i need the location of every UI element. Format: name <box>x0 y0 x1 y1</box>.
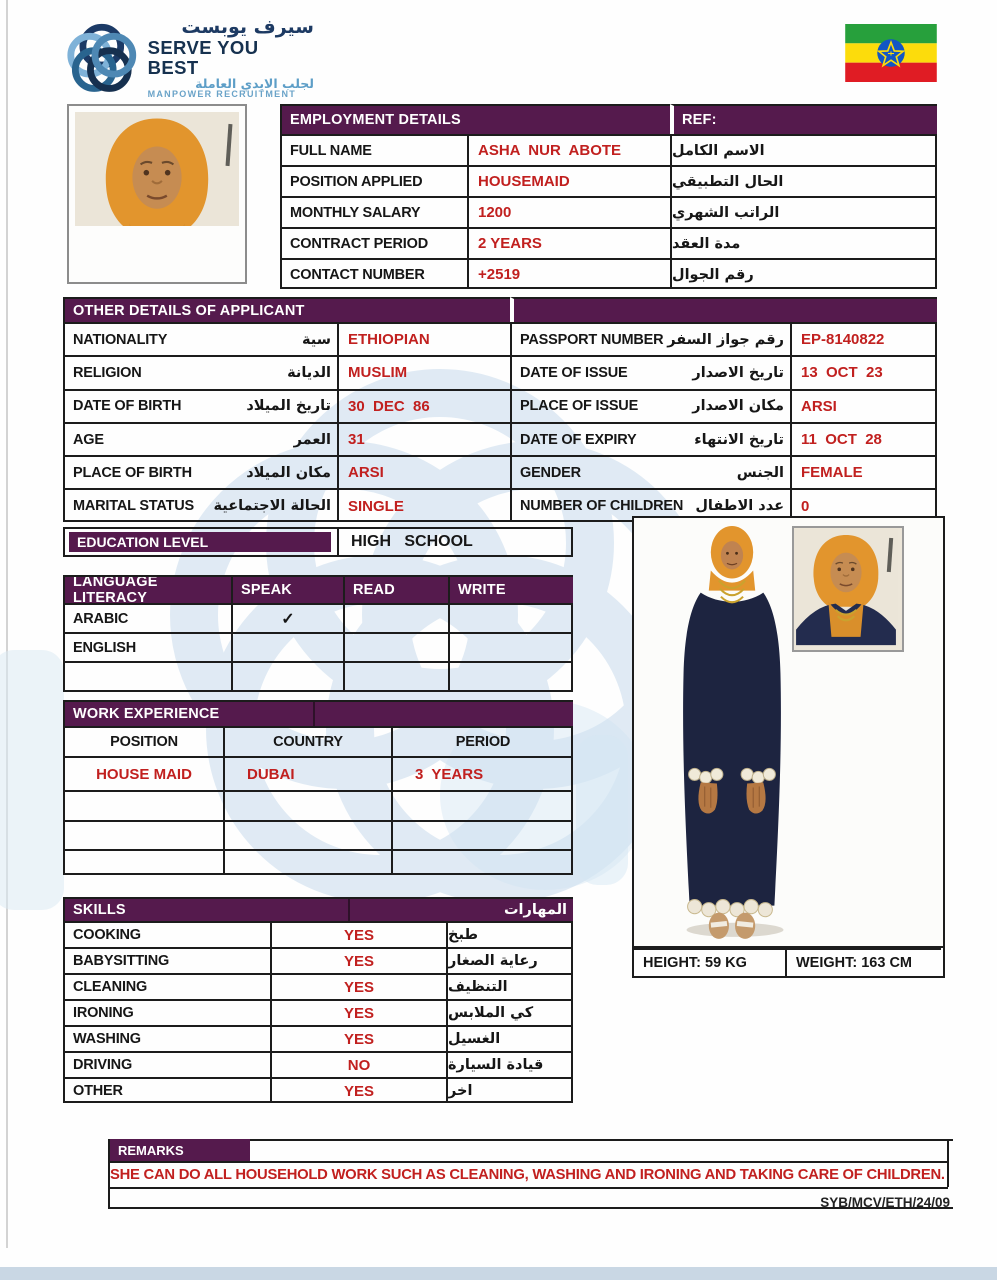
write-check <box>448 632 573 661</box>
speak-check: ✓ <box>231 603 343 632</box>
other-details-title-spacer <box>510 297 937 322</box>
remarks-text: SHE CAN DO ALL HOUSEHOLD WORK SUCH AS CLEANING, WASHING AND IRONING AND TAKING CARE OF CHILDREN. <box>110 1167 945 1183</box>
skill-value: YES <box>270 947 446 973</box>
speak-check <box>231 632 343 661</box>
field-value: MUSLIM <box>337 355 510 388</box>
applicant-fullbody-photo <box>632 516 945 948</box>
skill-label: COOKING <box>63 921 270 947</box>
work-experience-table <box>63 700 573 875</box>
other-details-table <box>63 297 937 522</box>
skills-table <box>63 897 573 1103</box>
field-label-arabic: الاسم الكامل <box>670 134 937 165</box>
language-name: ARABIC <box>63 603 231 632</box>
weight-value: WEIGHT: 163 CM <box>785 948 941 976</box>
field-label: CONTRACT PERIOD <box>280 227 467 258</box>
field-label: AGE <box>73 431 104 448</box>
field-label: POSITION APPLIED <box>280 165 467 196</box>
skill-label-arabic: كي الملابس <box>446 999 573 1025</box>
field-label-arabic: تاريخ الميلاد <box>246 398 331 415</box>
watermark-blob <box>0 650 64 910</box>
field-label: PLACE OF BIRTH <box>73 464 192 481</box>
skill-label-arabic: اخر <box>446 1077 573 1103</box>
field-value: ARSI <box>790 389 937 422</box>
read-check <box>343 661 448 692</box>
field-label-arabic: مكان الاصدار <box>692 398 784 415</box>
field-value: SINGLE <box>337 488 510 521</box>
col-write: WRITE <box>448 575 573 603</box>
skill-value: YES <box>270 921 446 947</box>
applicant-photo-image <box>75 112 239 226</box>
field-value: ARSI <box>337 455 510 488</box>
experience-country: DUBAI <box>223 756 391 790</box>
field-label-arabic: الراتب الشهري <box>670 196 937 227</box>
experience-country <box>223 820 391 849</box>
field-label: GENDER <box>520 464 581 481</box>
field-label-arabic: العمر <box>293 431 331 448</box>
field-value: EP-8140822 <box>790 322 937 355</box>
field-label-arabic: الحالة الاجتماعية <box>213 498 331 515</box>
language-name <box>63 661 231 692</box>
field-label: FULL NAME <box>280 134 467 165</box>
skill-label: CLEANING <box>63 973 270 999</box>
physical-stats-row <box>632 948 945 978</box>
skill-label: IRONING <box>63 999 270 1025</box>
applicant-headshot-photo <box>792 526 904 652</box>
field-label: NATIONALITY <box>73 331 168 348</box>
remarks-border <box>108 1161 948 1163</box>
employment-details-table <box>280 104 937 289</box>
field-label-arabic: الديانة <box>287 364 331 381</box>
skill-value: YES <box>270 1077 446 1103</box>
experience-country <box>223 849 391 875</box>
skill-value: YES <box>270 1025 446 1051</box>
skills-header <box>63 897 573 921</box>
knot-logo-icon <box>64 21 140 97</box>
field-value: ETHIOPIAN <box>337 322 510 355</box>
skill-label-arabic: الغسيل <box>446 1025 573 1051</box>
divider <box>348 899 350 921</box>
logo-arabic-tagline: لجلب الايدي العاملة <box>195 76 314 92</box>
logo-arabic-name: سيرف يوبست <box>181 16 314 39</box>
height-value: HEIGHT: 59 KG <box>632 948 785 976</box>
skill-label: WASHING <box>63 1025 270 1051</box>
language-literacy-table <box>63 575 573 692</box>
col-period: PERIOD <box>391 726 573 756</box>
other-details-title: OTHER DETAILS OF APPLICANT <box>63 297 510 322</box>
field-label-arabic: تاريخ الاصدار <box>692 364 784 381</box>
remarks-title: REMARKS <box>110 1139 250 1161</box>
field-label-arabic: مكان الميلاد <box>246 464 331 481</box>
education-level-row <box>63 527 573 557</box>
remarks-border <box>108 1187 948 1189</box>
field-value: 1200 <box>467 196 670 227</box>
education-level-label: EDUCATION LEVEL <box>69 532 331 552</box>
field-label: DATE OF EXPIRY <box>520 431 637 448</box>
applicant-photo <box>67 104 247 284</box>
employment-details-title: EMPLOYMENT DETAILS <box>280 104 670 134</box>
read-check <box>343 632 448 661</box>
skill-value: NO <box>270 1051 446 1077</box>
agency-logo <box>64 16 314 102</box>
field-label: PASSPORT NUMBER <box>520 331 664 348</box>
field-label: PLACE OF ISSUE <box>520 398 639 415</box>
field-label-arabic: رقم جواز السفر <box>667 331 784 348</box>
skill-label: OTHER <box>63 1077 270 1103</box>
education-level-value: HIGH SCHOOL <box>351 533 473 550</box>
work-experience-title-text: WORK EXPERIENCE <box>73 706 220 722</box>
experience-period <box>391 820 573 849</box>
logo-tagline: MANPOWER RECRUITMENT <box>147 89 297 100</box>
field-label: MONTHLY SALARY <box>280 196 467 227</box>
document-code: SYB/MCV/ETH/24/09 <box>820 1195 950 1210</box>
skill-value: YES <box>270 999 446 1025</box>
field-value: HOUSEMAID <box>467 165 670 196</box>
skill-label-arabic: رعاية الصغار <box>446 947 573 973</box>
scan-bottom-strip <box>0 1267 997 1280</box>
field-value: FEMALE <box>790 455 937 488</box>
field-value: +2519 <box>467 258 670 289</box>
field-value: 2 YEARS <box>467 227 670 258</box>
experience-period <box>391 849 573 875</box>
ref-label: REF: <box>670 104 937 134</box>
col-read: READ <box>343 575 448 603</box>
skill-label-arabic: قيادة السيارة <box>446 1051 573 1077</box>
divider <box>337 527 339 557</box>
experience-position <box>63 820 223 849</box>
skill-value: YES <box>270 973 446 999</box>
skill-label: BABYSITTING <box>63 947 270 973</box>
field-value: 11 OCT 28 <box>790 422 937 455</box>
logo-name: SERVE YOU BEST <box>147 37 259 78</box>
skills-title-arabic: المهارات <box>503 902 567 918</box>
experience-position <box>63 849 223 875</box>
speak-check <box>231 661 343 692</box>
skill-label-arabic: التنظيف <box>446 973 573 999</box>
experience-position <box>63 790 223 820</box>
write-check <box>448 603 573 632</box>
scan-edge-line <box>6 0 8 1248</box>
skill-label: DRIVING <box>63 1051 270 1077</box>
experience-period: 3 YEARS <box>391 756 573 790</box>
field-label: DATE OF BIRTH <box>73 398 182 415</box>
field-label: NUMBER OF CHILDREN <box>520 498 684 515</box>
read-check <box>343 603 448 632</box>
field-value: 31 <box>337 422 510 455</box>
watermark-blob <box>576 735 628 885</box>
field-label: RELIGION <box>73 364 142 381</box>
write-check <box>448 661 573 692</box>
skills-title: SKILLS <box>73 902 126 918</box>
field-label-arabic: الجنس <box>736 464 784 481</box>
field-label: MARITAL STATUS <box>73 498 194 515</box>
field-value: ASHA NUR ABOTE <box>467 134 670 165</box>
experience-period <box>391 790 573 820</box>
field-label-arabic: تاريخ الانتهاء <box>694 431 784 448</box>
field-label-arabic: عدد الاطفال <box>695 498 784 515</box>
col-speak: SPEAK <box>231 575 343 603</box>
field-label: DATE OF ISSUE <box>520 364 628 381</box>
field-label-arabic: سية <box>302 331 331 348</box>
col-country: COUNTRY <box>223 726 391 756</box>
ethiopia-flag-icon <box>845 24 937 82</box>
field-value: 13 OCT 23 <box>790 355 937 388</box>
fullbody-figure <box>656 522 808 946</box>
col-language: LANGUAGE LITERACY <box>63 575 231 603</box>
divider <box>313 702 315 726</box>
field-label-arabic: مدة العقد <box>670 227 937 258</box>
experience-position: HOUSE MAID <box>63 756 223 790</box>
experience-country <box>223 790 391 820</box>
field-label-arabic: الحال التطبيقي <box>670 165 937 196</box>
field-value: 30 DEC 86 <box>337 389 510 422</box>
language-name: ENGLISH <box>63 632 231 661</box>
field-label-arabic: رقم الجوال <box>670 258 937 289</box>
field-value: 0 <box>790 488 937 521</box>
work-experience-title <box>63 700 573 726</box>
skill-label-arabic: طبخ <box>446 921 573 947</box>
field-label: CONTACT NUMBER <box>280 258 467 289</box>
col-position: POSITION <box>63 726 223 756</box>
